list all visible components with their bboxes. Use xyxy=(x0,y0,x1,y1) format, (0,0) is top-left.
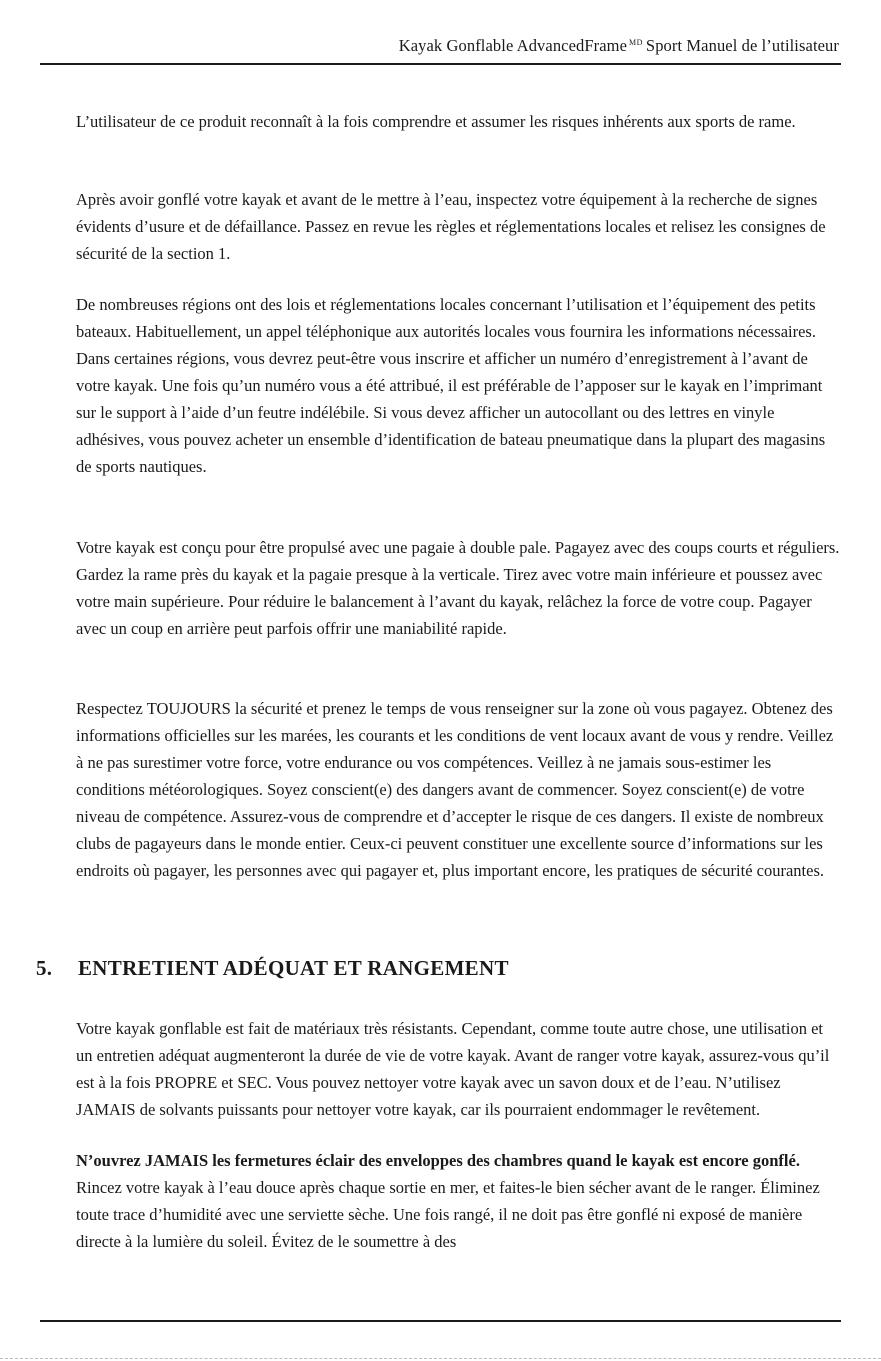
header-title-part-1: Kayak Gonflable AdvancedFrame xyxy=(398,36,628,55)
storage-block xyxy=(76,1147,840,1255)
header-rule xyxy=(40,63,841,65)
section-heading xyxy=(36,956,509,981)
paddling-paragraph xyxy=(76,534,840,642)
care-text: Votre kayak gonflable est fait de matériaux très résistants. Cependant, comme toute autre chose, une utilisation et un entretien adéquat augmenteront la durée de vie de votre kayak. Avant de ranger votre kayak, assurez-vous qu’il est à la fois PROPRE et SEC. Vous pouvez nettoyer votre kayak avec un savon doux et de l’eau. N’utilisez JAMAIS de solvants puissants pour nettoyer votre kayak, car ils pourraient endommager le revêtement. xyxy=(76,1019,830,1119)
running-header xyxy=(399,36,839,56)
page-edge-dashes xyxy=(0,1358,881,1359)
intro-paragraph xyxy=(76,108,840,135)
section-number: 5. xyxy=(36,956,53,980)
inspection-paragraph xyxy=(76,186,840,267)
header-title-part-2: Sport Manuel de l’utilisateur xyxy=(645,36,839,55)
trademark-mark: MD xyxy=(629,38,643,47)
safety-paragraph xyxy=(76,695,840,884)
footer-rule xyxy=(40,1320,841,1322)
regulations-text: De nombreuses régions ont des lois et réglementations locales concernant l’utilisation et l’équipement des petits bateaux. Habituellement, un appel téléphonique aux autorités locales vous fournira les informations nécessaires. Dans certaines régions, vous devrez peut-être vous inscrire et afficher un numéro d’enregistrement à l’avant de votre kayak. Une fois qu’un numéro vous a été attribué, il est préférable de l’apposer sur le kayak en l’imprimant sur le support à l’aide d’un feutre indélébile. Si vous devez afficher un autocollant ou des lettres en vinyle adhésives, vous pouvez acheter un ensemble d’identification de bateau pneumatique dans la plupart des magasins de sports nautiques. xyxy=(76,295,826,476)
regulations-paragraph xyxy=(76,291,840,480)
section-title: ENTRETIENT ADÉQUAT ET RANGEMENT xyxy=(78,956,509,980)
risk-acknowledgement-text: L’utilisateur de ce produit reconnaît à la fois comprendre et assumer les risques inhérents aux sports de rame. xyxy=(76,112,796,131)
paddling-text: Votre kayak est conçu pour être propulsé avec une pagaie à double pale. Pagayez avec des coups courts et réguliers. Gardez la rame près du kayak et la pagaie presque à la verticale. Tirez avec votre main inférieure et poussez avec votre main supérieure. Pour réduire le balancement à l’avant du kayak, relâchez la force de votre coup. Pagayer avec un coup en arrière peut parfois offrir une maniabilité rapide. xyxy=(76,538,840,638)
zipper-warning: N’ouvrez JAMAIS les fermetures éclair des enveloppes des chambres quand le kayak est encore gonflé. xyxy=(76,1151,800,1170)
storage-text: Rincez votre kayak à l’eau douce après chaque sortie en mer, et faites-le bien sécher avant de le ranger. Éliminez toute trace d’humidité avec une serviette sèche. Une fois rangé, il ne doit pas être gonflé ni exposé de manière directe à la lumière du soleil. Évitez de le soumettre à des xyxy=(76,1178,820,1251)
care-paragraph xyxy=(76,1015,840,1123)
inspection-text: Après avoir gonflé votre kayak et avant de le mettre à l’eau, inspectez votre équipement à la recherche de signes évidents d’usure et de défaillance. Passez en revue les règles et réglementations locales et relisez les consignes de sécurité de la section 1. xyxy=(76,190,826,263)
safety-text: Respectez TOUJOURS la sécurité et prenez le temps de vous renseigner sur la zone où vous pagayez. Obtenez des informations officielles sur les marées, les courants et les conditions de vent locaux avant de vous y rendre. Veillez à ne pas surestimer votre force, votre endurance ou vos compétences. Veillez à ne jamais sous-estimer les conditions météorologiques. Soyez conscient(e) des dangers avant de commencer. Soyez conscient(e) de votre niveau de compétence. Assurez-vous de comprendre et d’accepter le risque de ces dangers. Il existe de nombreux clubs de pagayeurs dans le monde entier. Ceux-ci peuvent constituer une excellente source d’informations sur les endroits où pagayer, les personnes avec qui pagayer et, plus important encore, les pratiques de sécurité courantes. xyxy=(76,699,834,880)
